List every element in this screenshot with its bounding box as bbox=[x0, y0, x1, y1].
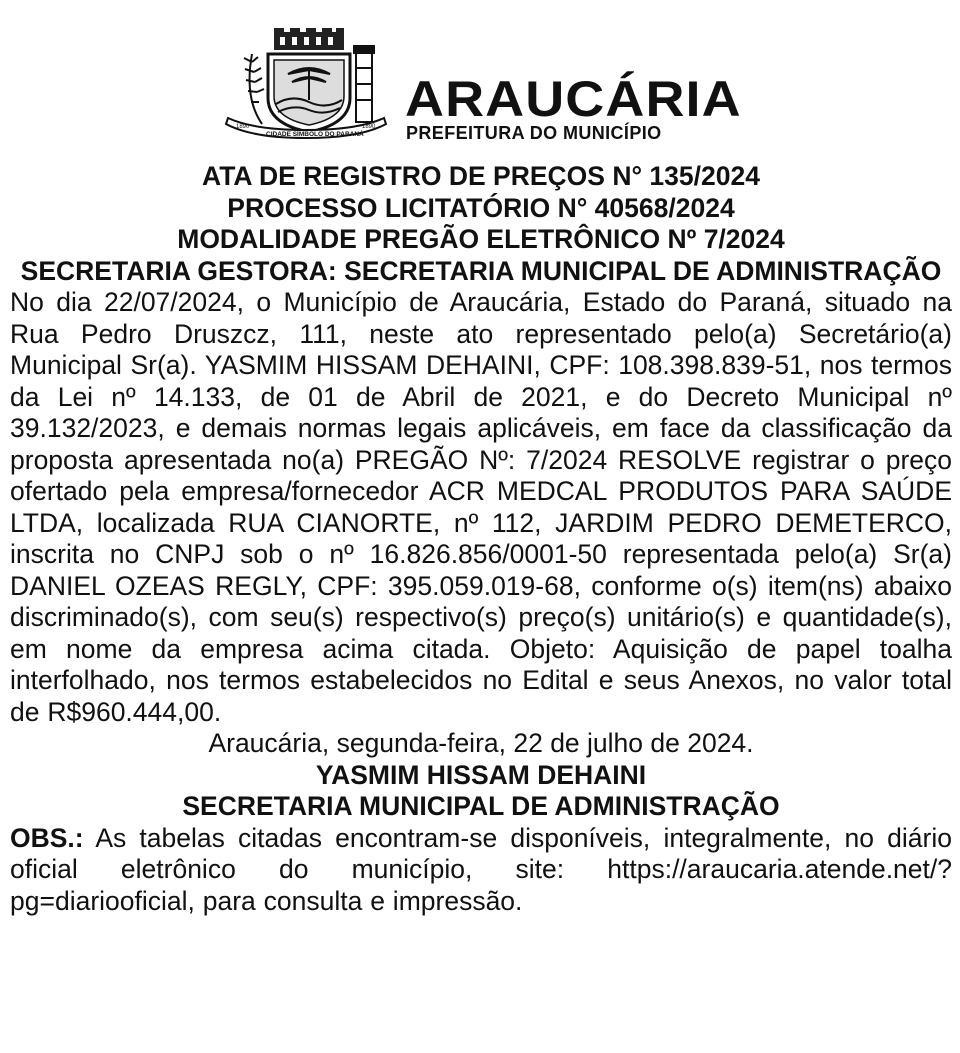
document-title: ATA DE REGISTRO DE PREÇOS N° 135/2024 bbox=[202, 161, 760, 191]
brand-subtitle: PREFEITURA DO MUNICÍPIO bbox=[406, 123, 662, 143]
brand-title: ARAUCÁRIA bbox=[405, 71, 742, 127]
place-and-date: Araucária, segunda-feira, 22 de julho de 2024. bbox=[208, 728, 754, 758]
crest-ribbon-text: CIDADE SÍMBOLO DO PARANÁ bbox=[266, 131, 364, 138]
process-number-heading: PROCESSO LICITATÓRIO N° 40568/2024 bbox=[227, 192, 735, 223]
modality-heading: MODALIDADE PREGÃO ELETRÔNICO Nº 7/2024 bbox=[177, 224, 785, 254]
signatory-name: YASMIM HISSAM DEHAINI bbox=[315, 759, 647, 790]
crest-year-left: 1890 bbox=[236, 124, 250, 130]
municipal-coat-of-arms-icon bbox=[222, 28, 390, 140]
signatory-role: SECRETARIA MUNICIPAL DE ADMINISTRAÇÃO bbox=[182, 791, 780, 821]
letterhead bbox=[0, 28, 960, 143]
observation-note bbox=[10, 823, 952, 918]
document-body bbox=[10, 161, 952, 917]
observation-text: As tabelas citadas encontram-se disponíveis, integralmente, no diário oficial eletrônico do município, site: https://araucaria.atende.net/?pg=diariooficial, para consulta e impressão. bbox=[10, 822, 952, 916]
body-paragraph: No dia 22/07/2024, o Município de Araucária, Estado do Paraná, situado na Rua Pedro Druszcz, 111, neste ato representado pelo(a) Secretário(a) Municipal Sr(a). YASMIM HISSAM DEHAINI, CPF: 108.398.839-51, nos termos da Lei nº 14.133, de 01 de Abril de 2021, e do Decreto Municipal nº 39.132/2023, e demais normas legais aplicáveis, em face da classificação da proposta apresentada no(a) PREGÃO Nº: 7/2024 RESOLVE registrar o preço ofertado pela empresa/fornecedor ACR MEDCAL PRODUTOS PARA SAÚDE LTDA, localizada RUA CIANORTE, nº 112, JARDIM PEDRO DEMETERCO, inscrita no CNPJ sob o nº 16.826.856/0001-50 representada pelo(a) Sr(a) DANIEL OZEAS REGLY, CPF: 395.059.019-68, conforme o(s) item(ns) abaixo discriminado(s), com seu(s) respectivo(s) preço(s) unitário(s) e quantidade(s), em nome da empresa acima citada. Objeto: Aquisição de papel toalha interfolhado, nos termos estabelecidos no Edital e seus Anexos, no valor total de R$960.444,00. bbox=[10, 287, 952, 727]
crest-year-right: 1890 bbox=[362, 124, 376, 130]
managing-secretariat-heading: SECRETARIA GESTORA: SECRETARIA MUNICIPAL DE ADMINISTRAÇÃO bbox=[20, 255, 942, 286]
observation-label: OBS.: bbox=[10, 822, 84, 853]
